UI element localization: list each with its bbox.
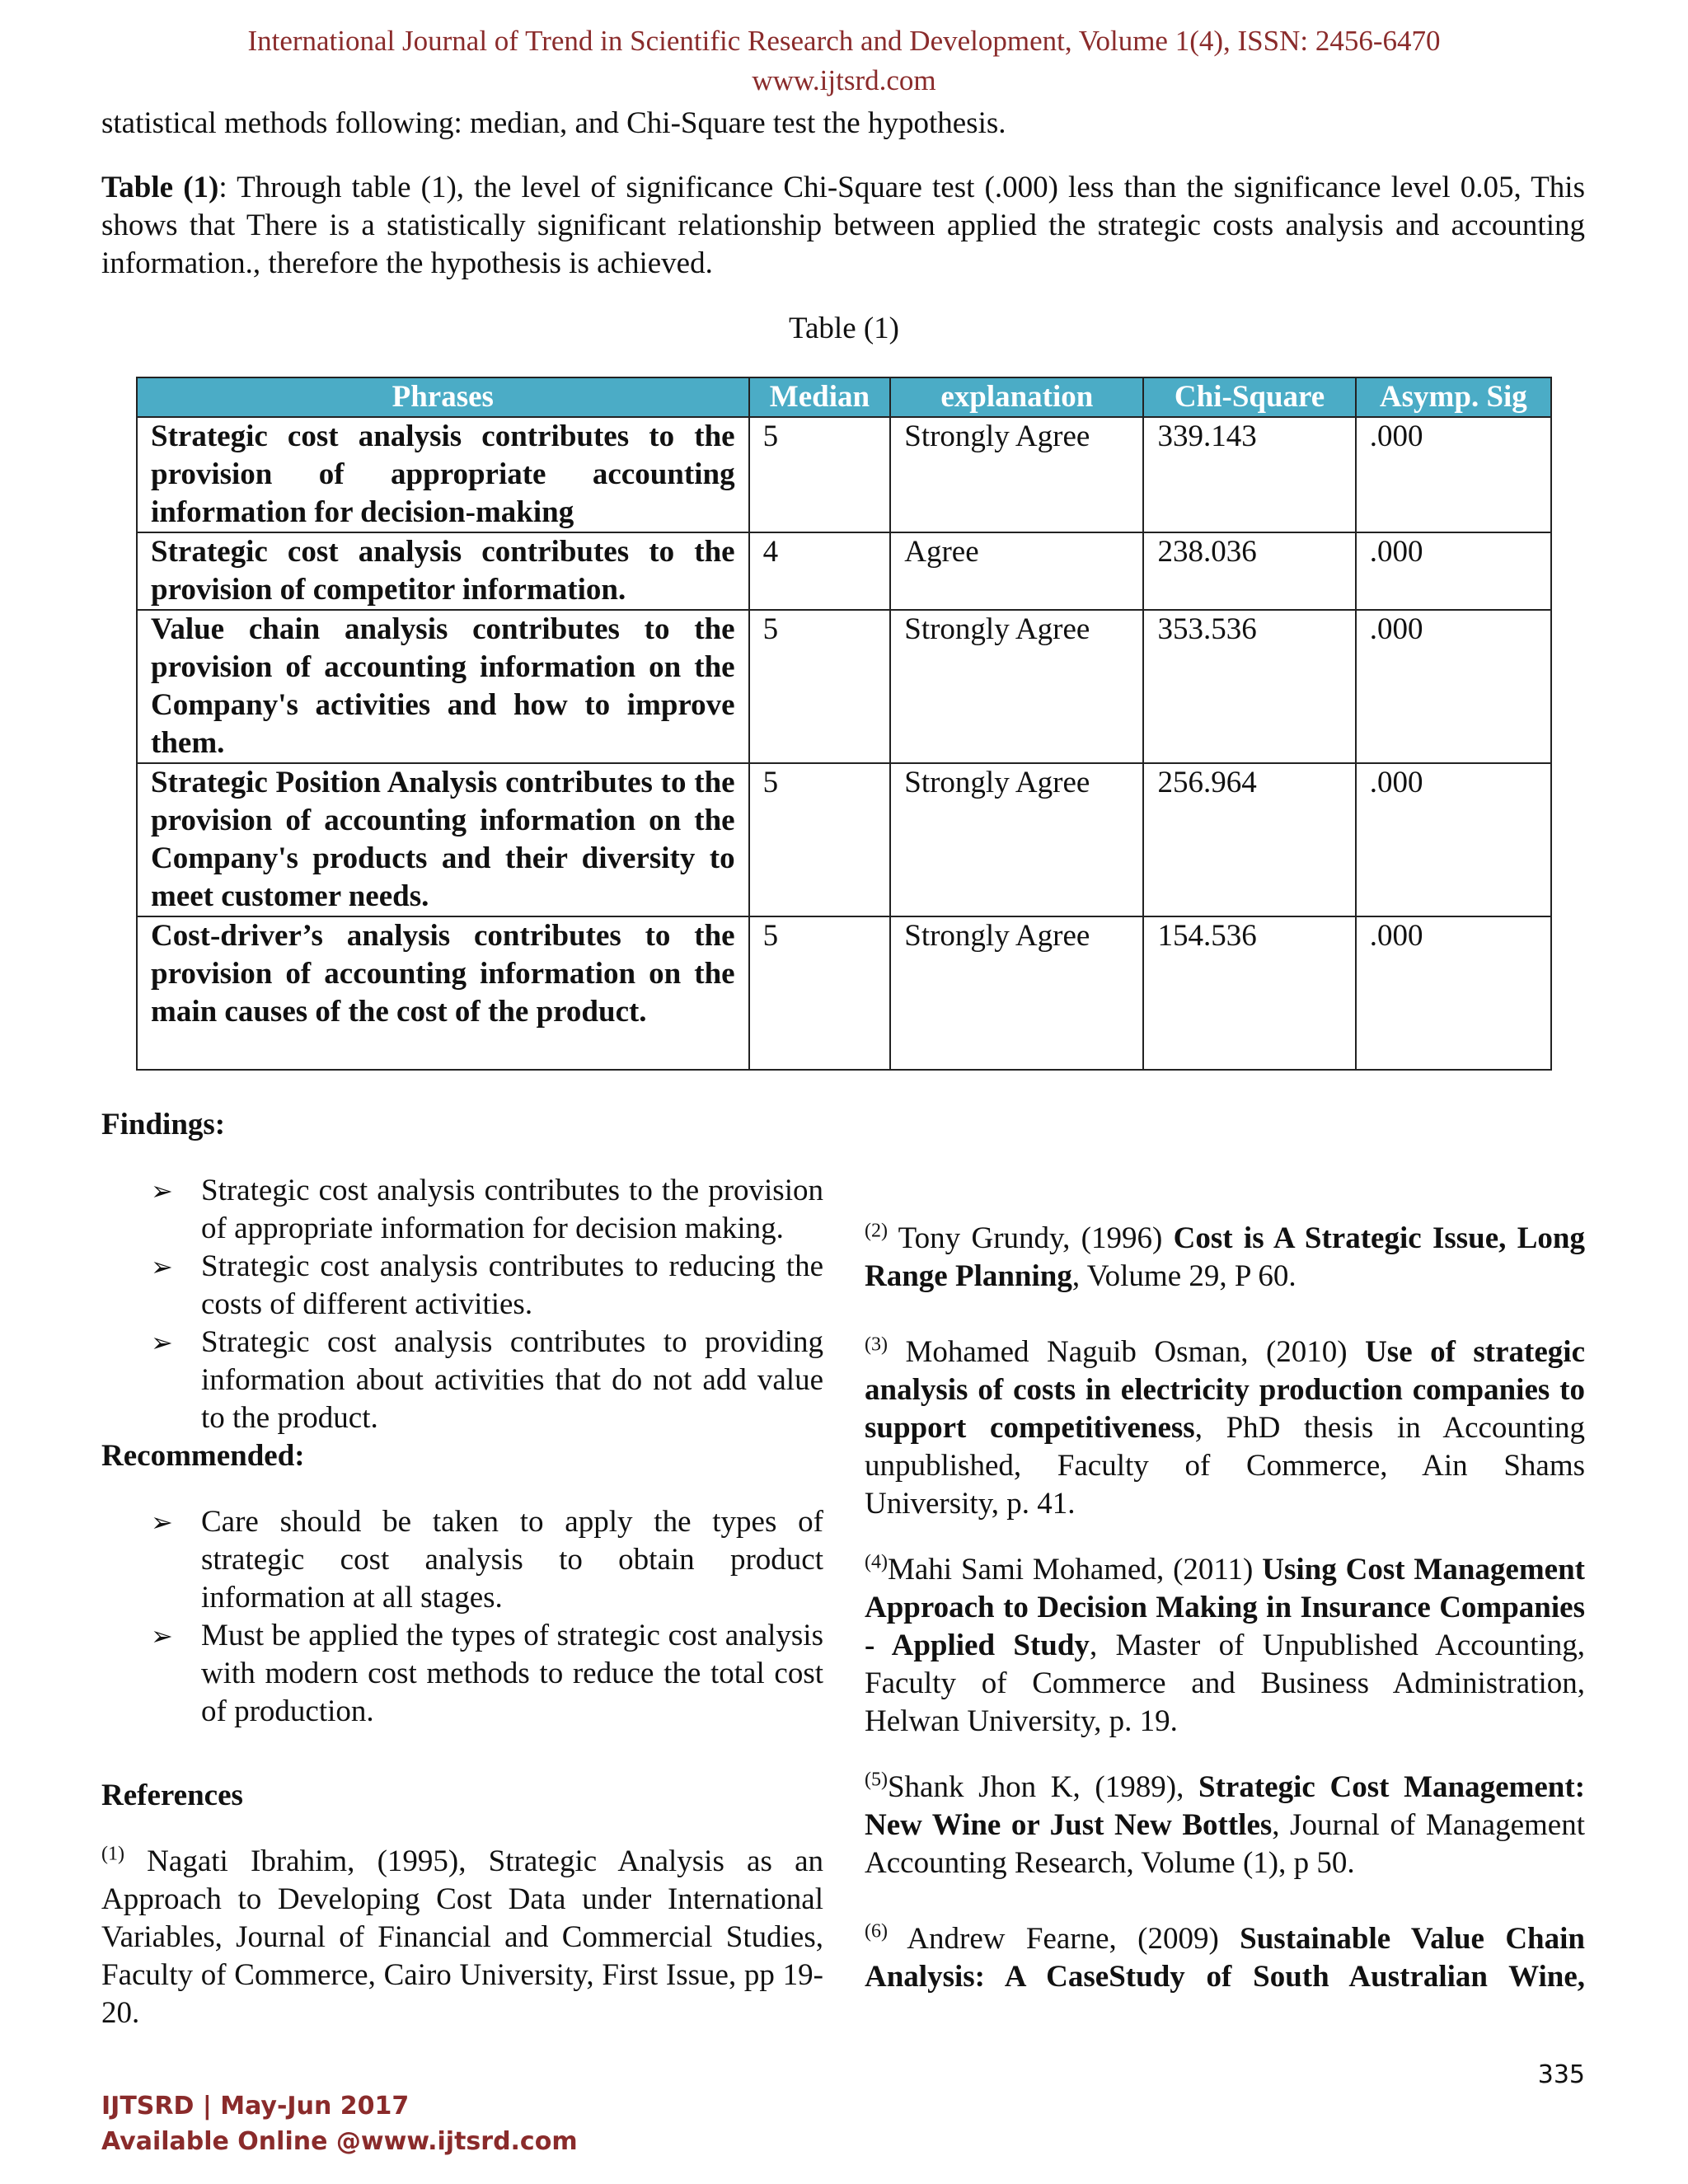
page-header	[0, 21, 1688, 101]
list-item: ➢ Strategic cost analysis contributes to the provision of appropriate information for decision making.	[151, 1174, 823, 1245]
table-row	[137, 916, 1551, 1070]
recommended-list	[101, 1503, 823, 1731]
explanation-cell: Strongly Agree	[890, 417, 1143, 532]
arrow-bullet-icon: ➢	[151, 1175, 173, 1207]
chi-square-cell: 353.536	[1143, 610, 1355, 763]
explanation-cell: Strongly Agree	[890, 916, 1143, 1070]
page-number: 335	[1537, 2060, 1585, 2089]
phrase-cell: Strategic cost analysis contributes to the provision of competitor information.	[137, 532, 749, 610]
explanation-cell: Strongly Agree	[890, 610, 1143, 763]
chi-square-cell: 256.964	[1143, 763, 1355, 916]
references-heading: References	[101, 1779, 243, 1812]
footer-online: Available Online @www.ijtsrd.com	[101, 2127, 578, 2156]
median-cell: 4	[749, 532, 891, 610]
ref-number: (3)	[865, 1333, 888, 1356]
recommended-heading: Recommended:	[101, 1439, 305, 1473]
page-footer	[101, 2088, 578, 2159]
header-explanation: explanation	[890, 377, 1143, 417]
chi-square-cell: 238.036	[1143, 532, 1355, 610]
table-header-row	[137, 377, 1551, 417]
findings-list	[101, 1172, 823, 1437]
table-description	[101, 169, 1585, 283]
chi-square-cell: 154.536	[1143, 916, 1355, 1070]
arrow-bullet-icon: ➢	[151, 1507, 173, 1538]
table-caption: Table (1)	[788, 312, 900, 345]
phrase-cell: Strategic Position Analysis contributes to the provision of accounting information on the Company's products and their diversity to meet customer needs.	[137, 763, 749, 916]
median-cell: 5	[749, 916, 891, 1070]
journal-url: www.ijtsrd.com	[752, 64, 936, 96]
table-row	[137, 763, 1551, 916]
median-cell: 5	[749, 417, 891, 532]
footer-issue: IJTSRD | May-Jun 2017	[101, 2092, 410, 2121]
list-item: ➢ Care should be taken to apply the types of strategic cost analysis to obtain product information at all stages.	[151, 1505, 823, 1615]
list-item: ➢ Strategic cost analysis contributes to providing information about activities that do not add value to the product.	[151, 1325, 823, 1435]
ref-number: (1)	[101, 1843, 124, 1865]
left-column	[101, 1106, 823, 2032]
reference-3: $^{(3)}$ Mohamed Naguib Osman, (2010) Use of strategic analysis of costs in electricity production companies to support competitiveness, PhD thesis in Accounting unpublished, Faculty of Commerce, Ain Shams University, p. 41.	[865, 1333, 1585, 1521]
results-table	[136, 377, 1552, 1071]
explanation-cell: Agree	[890, 532, 1143, 610]
median-cell: 5	[749, 610, 891, 763]
sig-cell: .000	[1356, 916, 1551, 1070]
arrow-bullet-icon: ➢	[151, 1327, 173, 1358]
reference-1: $^{(1)}$ Nagati Ibrahim, (1995), Strategic Analysis as an Approach to Developing Cost Data under International Variables, Journal of Financial and Commercial Studies, Faculty of Commerce, Cairo University, First Issue, pp 19-20.	[101, 1843, 823, 2030]
header-median: Median	[749, 377, 891, 417]
table-row	[137, 532, 1551, 610]
phrase-cell: Cost-driver’s analysis contributes to the provision of accounting information on the main causes of the cost of the product.	[137, 916, 749, 1070]
list-item: ➢ Must be applied the types of strategic cost analysis with modern cost methods to reduce the total cost of production.	[151, 1619, 823, 1728]
right-column	[865, 1106, 1585, 1996]
ref-number: (2)	[865, 1220, 888, 1242]
table-row	[137, 610, 1551, 763]
reference-6: $^{(6)}$ Andrew Fearne, (2009) Sustainable Value Chain Analysis: A CaseStudy of South Australian Wine,	[865, 1920, 1585, 1994]
reference-4: $^{(4)}$Mahi Sami Mohamed, (2011) Using Cost Management Approach to Decision Making in Insurance Companies - Applied Study, Master of Unpublished Accounting, Faculty of Commerce and Business Administration, Helwan University, p. 19.	[865, 1551, 1585, 1738]
phrase-cell: Strategic cost analysis contributes to the provision of appropriate accounting information for decision-making	[137, 417, 749, 532]
intro-line: statistical methods following: median, and Chi-Square test the hypothesis.	[101, 106, 1006, 140]
sig-cell: .000	[1356, 610, 1551, 763]
header-phrases: Phrases	[137, 377, 749, 417]
list-item: ➢ Strategic cost analysis contributes to reducing the costs of different activities.	[151, 1249, 823, 1321]
chi-square-cell: 339.143	[1143, 417, 1355, 532]
arrow-bullet-icon: ➢	[151, 1620, 173, 1652]
ref-number: (4)	[865, 1551, 888, 1573]
arrow-bullet-icon: ➢	[151, 1251, 173, 1282]
findings-heading: Findings:	[101, 1108, 226, 1141]
journal-title: International Journal of Trend in Scientific Research and Development, Volume 1(4), ISSN: 2456-6470	[247, 25, 1441, 57]
header-asymp-sig: Asymp. Sig	[1356, 377, 1551, 417]
ref-number: (6)	[865, 1920, 888, 1943]
sig-cell: .000	[1356, 763, 1551, 916]
explanation-cell: Strongly Agree	[890, 763, 1143, 916]
reference-5: $^{(5)}$Shank Jhon K, (1989), Strategic Cost Management: New Wine or Just New Bottles, Journal of Management Accounting Research, Volume (1), p 50.	[865, 1769, 1586, 1880]
table-label: Table (1)	[101, 171, 219, 204]
header-chi-square: Chi-Square	[1143, 377, 1355, 417]
phrase-cell: Value chain analysis contributes to the provision of accounting information on the Company's activities and how to improve them.	[137, 610, 749, 763]
reference-2: $^{(2)}$ Tony Grundy, (1996) Cost is A Strategic Issue, Long Range Planning, Volume 29, P 60.	[865, 1220, 1585, 1293]
ref-number: (5)	[865, 1769, 888, 1791]
table-row	[137, 417, 1551, 532]
table-description-text: : Through table (1), the level of significance Chi-Square test (.000) less than the significance level 0.05, This shows that There is a statistically significant relationship between applied the strategic costs analysis and accounting information., therefore the hypothesis is achieved.	[101, 171, 1585, 280]
median-cell: 5	[749, 763, 891, 916]
sig-cell: .000	[1356, 532, 1551, 610]
sig-cell: .000	[1356, 417, 1551, 532]
